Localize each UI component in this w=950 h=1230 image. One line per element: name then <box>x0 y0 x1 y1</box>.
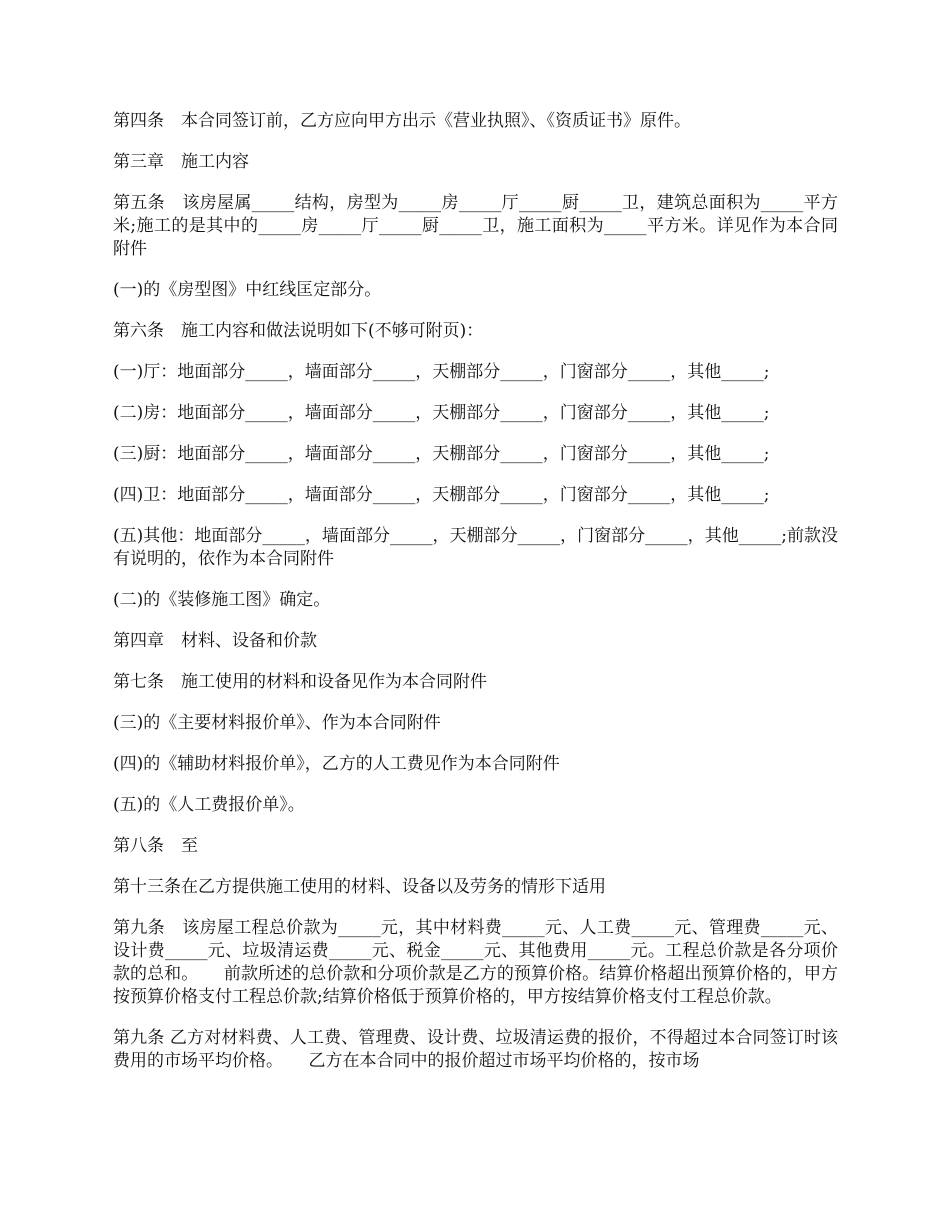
chapter-4-heading: 第四章 材料、设备和价款 <box>113 631 317 651</box>
clause-7: 第七条 施工使用的材料和设备见作为本合同附件 <box>113 672 487 692</box>
attachment-3-main-materials: (三)的《主要材料报价单》、作为本合同附件 <box>113 713 441 733</box>
clause-9-pricing-limit: 第九条 乙方对材料费、人工费、管理费、设计费、垃圾清运费的报价，不得超过本合同签订时该费用的市场平均价格。 乙方在本合同中的报价超过市场平均价格的，按市场 <box>113 1028 838 1071</box>
document-page <box>113 110 838 1091</box>
clause-6: 第六条 施工内容和做法说明如下(不够可附页)： <box>113 321 484 341</box>
attachment-1-floorplan: (一)的《房型图》中红线匡定部分。 <box>113 280 382 300</box>
clause-4: 第四条 本合同签订前，乙方应向甲方出示《营业执照》、《资质证书》原件。 <box>113 111 691 131</box>
item-kitchen: (三)厨：地面部分_____，墙面部分_____，天棚部分_____，门窗部分_____，其他_____; <box>113 444 770 464</box>
attachment-5-labor-cost: (五)的《人工费报价单》。 <box>113 795 305 815</box>
clause-9-total-price: 第九条 该房屋工程总价款为_____元，其中材料费_____元、人工费_____元、管理费_____元、设计费_____元、垃圾清运费_____元、税金_____元、其他费用_____元。工程总价款是各分项价款的总和。 前款所述的总价款和分项价款是乙方的预算价格。结算价格超出预算价格的，甲方按预算价格支付工程总价款;结算价格低于预算价格的，甲方按结算价格支付工程总价款。 <box>113 918 838 1007</box>
chapter-3-heading: 第三章 施工内容 <box>113 152 249 172</box>
clause-13-note: 第十三条在乙方提供施工使用的材料、设备以及劳务的情形下适用 <box>113 877 606 897</box>
item-bedroom: (二)房：地面部分_____，墙面部分_____，天棚部分_____，门窗部分_____，其他_____; <box>113 403 770 423</box>
item-other: (五)其他：地面部分_____，墙面部分_____，天棚部分_____，门窗部分_____，其他_____;前款没有说明的，依作为本合同附件 <box>113 526 838 569</box>
clause-8: 第八条 至 <box>113 836 198 856</box>
item-living-room: (一)厅：地面部分_____，墙面部分_____，天棚部分_____，门窗部分_____，其他_____; <box>113 362 770 382</box>
clause-5: 第五条 该房屋属_____结构，房型为_____房_____厅_____厨_____卫，建筑总面积为_____平方米;施工的是其中的_____房_____厅_____厨_____卫，施工面积为_____平方米。详见作为本合同附件 <box>113 193 838 259</box>
attachment-4-auxiliary-materials: (四)的《辅助材料报价单》，乙方的人工费见作为本合同附件 <box>113 754 560 774</box>
attachment-2-construction-drawing: (二)的《装修施工图》确定。 <box>113 590 331 610</box>
item-bathroom: (四)卫：地面部分_____，墙面部分_____，天棚部分_____，门窗部分_____，其他_____; <box>113 485 770 505</box>
